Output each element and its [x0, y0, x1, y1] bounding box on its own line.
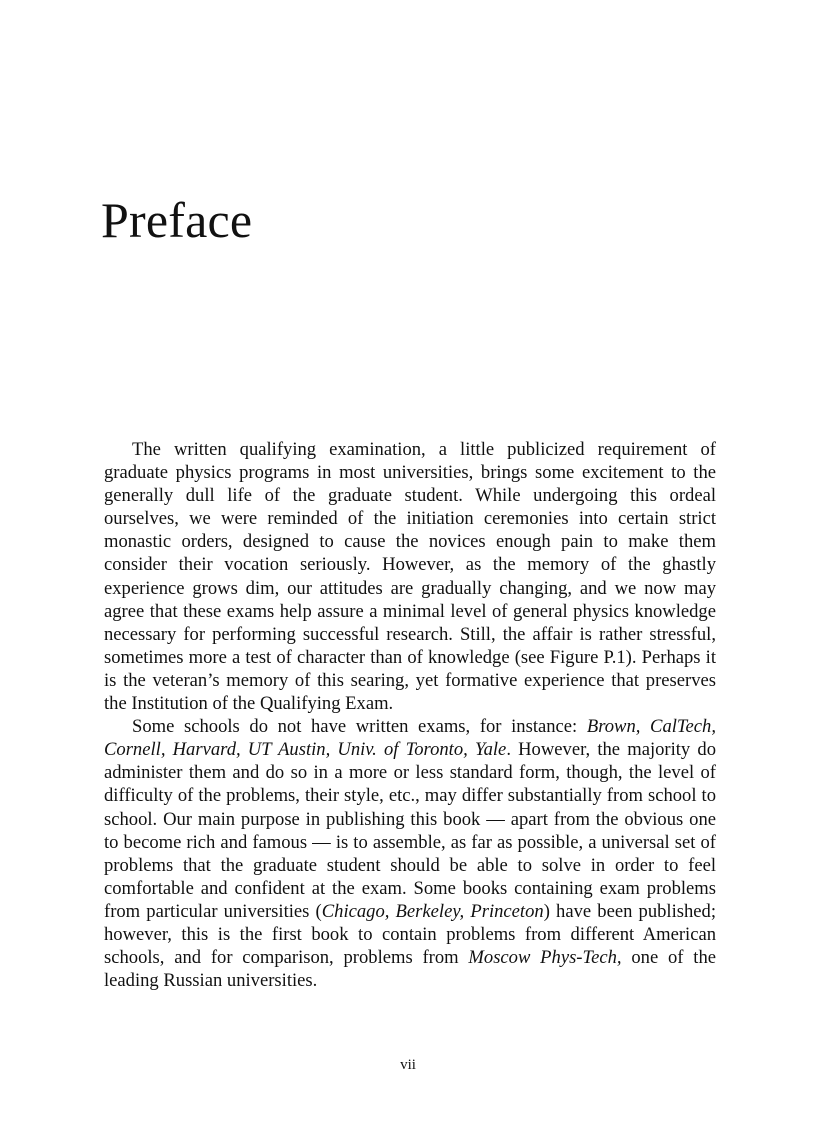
paragraph-text: ) have been published; however, this is the first book to contain problems from different American schools, and for comparison, problems from — [104, 900, 717, 969]
paragraph-text: Some schools do not have written exams, for instance: — [132, 716, 587, 738]
paragraph-text: The written qualifying examination, a little publicized requirement of graduate physics programs in most universities, brings some excitement to the generally dull life of the graduate student. While undergoing this ordeal ourselves, we were reminded of the initiation ceremonies into certain strict monastic orders, designed to cause the novices enough pain to make them consider their vocation seriously. However, as the memory of the ghastly experience grows dim, our attitudes are gradually changing, and we now may agree that these exams help assure a minimal level of general physics knowledge necessary for performing successful research. Still, the affair is rather stressful, sometimes more a test of character than of knowledge (see Figure P.1). Perhaps it is the veteran’s memory of this searing, yet formative experience that preserves the Institution of the Qualifying Exam. — [104, 439, 716, 715]
paragraph-text: one of the leading Russian universities. — [104, 947, 716, 992]
paragraph-text: . However, the majority do administer them and do so in a more or less standard form, though, the level of difficulty of the problems, their style, etc., may differ substantially from school to school. Our main purpose in publishing this book — apart from the obvious one to become rich and famous — is to assemble, as far as possible, a universal set of problems that the graduate student should be able to solve in order to feel comfortable and confident at the exam. Some books containing exam problems from particular universities ( — [104, 739, 716, 922]
paragraph — [104, 715, 716, 992]
paragraph — [104, 438, 716, 715]
italic-school-name: Moscow Phys-Tech, — [468, 947, 622, 969]
italic-school-list: Chicago, Berkeley, Princeton — [321, 900, 544, 922]
chapter-title: Preface — [101, 192, 253, 248]
italic-school-list: Brown, CalTech, Cornell, Harvard, UT Austin, Univ. of Toronto, Yale — [104, 716, 716, 761]
preface-body — [104, 438, 716, 992]
page-number: vii — [400, 1057, 416, 1073]
